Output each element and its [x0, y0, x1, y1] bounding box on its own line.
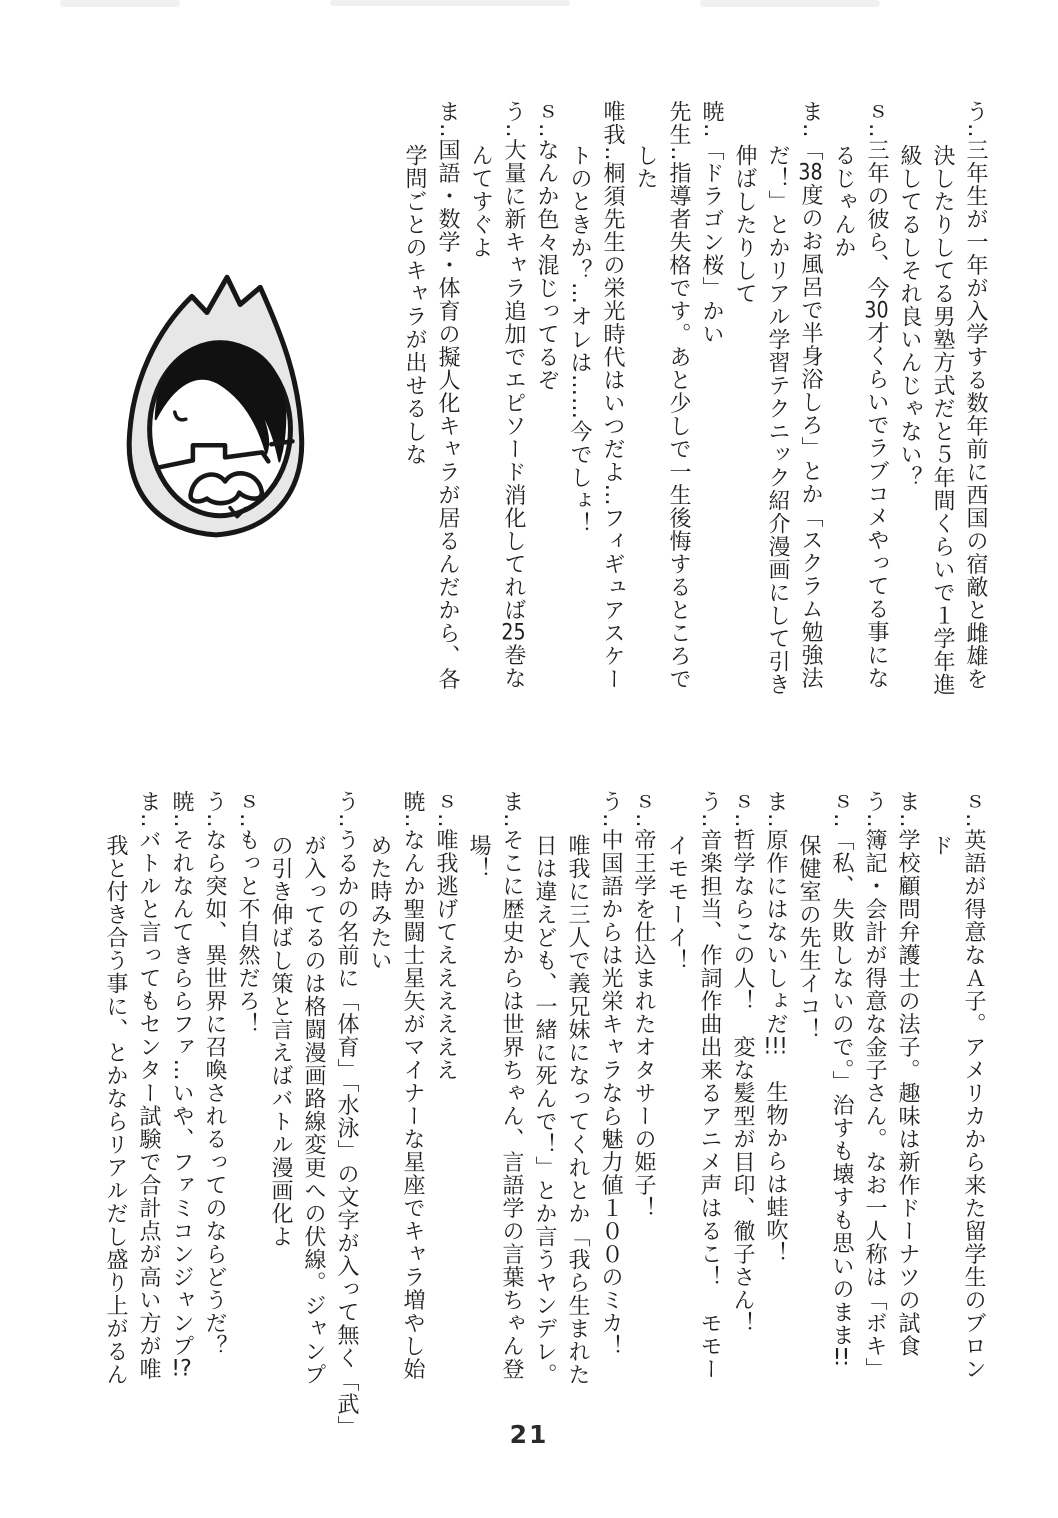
page-number: 21: [509, 1420, 549, 1449]
text-column: ｓ‥唯我逃げてええええええ: [433, 790, 458, 1082]
text-column: ま‥そこに歴史からは世界ちゃん、言語学の言葉ちゃん登: [499, 790, 524, 1381]
text-column: ま‥バトルと言ってもセンター試験で合計点が高い方が唯: [136, 790, 161, 1381]
text-column: 暁‥なんか聖闘士星矢がマイナーな星座でキャラ増やし始: [400, 790, 425, 1381]
text-column: ｓ‥三年の彼ら、今30才くらいでラブコメやってる事にな: [864, 100, 889, 690]
text-column: 場！: [466, 834, 491, 880]
text-column: の引き伸ばし策と言えばバトル漫画化よ: [268, 834, 293, 1248]
text-column: 保健室の先生イコ！: [796, 834, 821, 1041]
text-column: めた時みたい: [367, 834, 392, 972]
text-column: ま‥学校顧問弁護士の法子。趣味は新作ドーナツの試食: [895, 790, 920, 1358]
text-column: 級してるしそれ良いんじゃない？: [897, 144, 922, 489]
text-column: 唯我に三人で義兄妹になってくれとか「我ら生まれた: [565, 834, 590, 1386]
text-column: ｓ‥「私、失敗しないので。」治すも壊すも思いのまま!!: [829, 790, 854, 1369]
bottom-text-block: [99, 790, 990, 1470]
text-column: う‥なら突如、異世界に召喚されるってのならどうだ？: [202, 790, 227, 1358]
text-column: 日は違えども、一緒に死んで！」とか言うヤンデレ。: [532, 834, 557, 1386]
tatechuyoko-run: 38: [798, 161, 823, 184]
scan-artifact: [330, 0, 570, 6]
text-column: ｓ‥もっと不自然だろ！: [235, 790, 260, 1036]
text-column: 学問ごとのキャラが出せるしな: [402, 144, 427, 466]
text-column: う‥三年生が一年が入学する数年前に西国の宿敵と雌雄を: [963, 100, 988, 691]
mustache-face-icon: [98, 230, 330, 562]
text-column: 暁‥「ドラゴン桜」かい: [699, 100, 724, 346]
text-column: 先生‥指導者失格です。あと少しで一生後悔するところで: [666, 100, 691, 691]
text-column: が入ってるのは格闘漫画路線変更への伏線。ジャンプ: [301, 834, 326, 1386]
tatechuyoko-run: !?: [171, 1357, 192, 1380]
tatechuyoko-run: !!!: [763, 1035, 788, 1058]
text-column: んてすぐよ: [468, 144, 493, 259]
text-column: う‥大量に新キャラ追加でエピソード消化してれば25巻な: [501, 100, 526, 690]
text-column: 我と付き合う事に、とかならリアルだし盛り上がるん: [103, 834, 128, 1386]
text-column: るじゃんか: [831, 144, 856, 259]
tatechuyoko-run: 30: [864, 299, 889, 322]
text-column: ま‥「38度のお風呂で半身浴しろ」とか「スクラム勉強法: [798, 100, 823, 690]
tatechuyoko-run: !!: [832, 1346, 851, 1369]
text-column: 決したりしてる男塾方式だと５年間くらいで１学年進: [930, 144, 955, 696]
text-column: ｓ‥英語が得意なＡ子。アメリカから来た留学生のブロン: [961, 790, 986, 1381]
text-column: ド: [928, 834, 953, 857]
text-column: ｓ‥哲学ならこの人！ 変な髪型が目印、徹子さん！: [730, 790, 755, 1335]
text-column: 暁‥それなんてきららファ…いや、ファミコンジャンプ!?: [169, 790, 194, 1380]
text-column: トのときか？…オレは……今でしょ！: [567, 144, 592, 535]
text-column: ｓ‥帝王学を仕込まれたオタサーの姫子！: [631, 790, 656, 1220]
text-column: 伸ばしたりして: [732, 144, 757, 305]
text-column: う‥音楽担当、作詞作曲出来るアニメ声はるこ！ モモー: [697, 790, 722, 1381]
scan-artifact: [700, 0, 880, 7]
text-column: した: [633, 144, 658, 190]
text-column: ま‥原作にはないしょだ!!! 生物からは蛙吹！: [763, 790, 788, 1265]
text-column: ｓ‥なんか色々混じってるぞ: [534, 100, 559, 392]
text-column: う‥うるかの名前に「体育」「水泳」の文字が入って無く「武」: [334, 790, 359, 1439]
text-column: う‥簿記・会計が得意な金子さん。なお一人称は「ボキ」: [862, 790, 887, 1381]
hooded-mustache-face-illustration: [98, 230, 330, 562]
text-column: 唯我‥桐須先生の栄光時代はいつだよ…フィギュアスケー: [600, 100, 625, 691]
top-text-block: [398, 100, 992, 740]
scan-artifact: [60, 0, 180, 7]
text-column: う‥中国語からは光栄キャラなら魅力値１００のミカ！: [598, 790, 623, 1358]
text-column: だ！」とかリアル学習テクニック紹介漫画にして引き: [765, 144, 790, 696]
text-column: ま‥国語・数学・体育の擬人化キャラが居るんだから、各: [435, 100, 460, 691]
text-column: イモモーイ！: [664, 834, 689, 972]
tatechuyoko-run: 25: [501, 621, 526, 644]
